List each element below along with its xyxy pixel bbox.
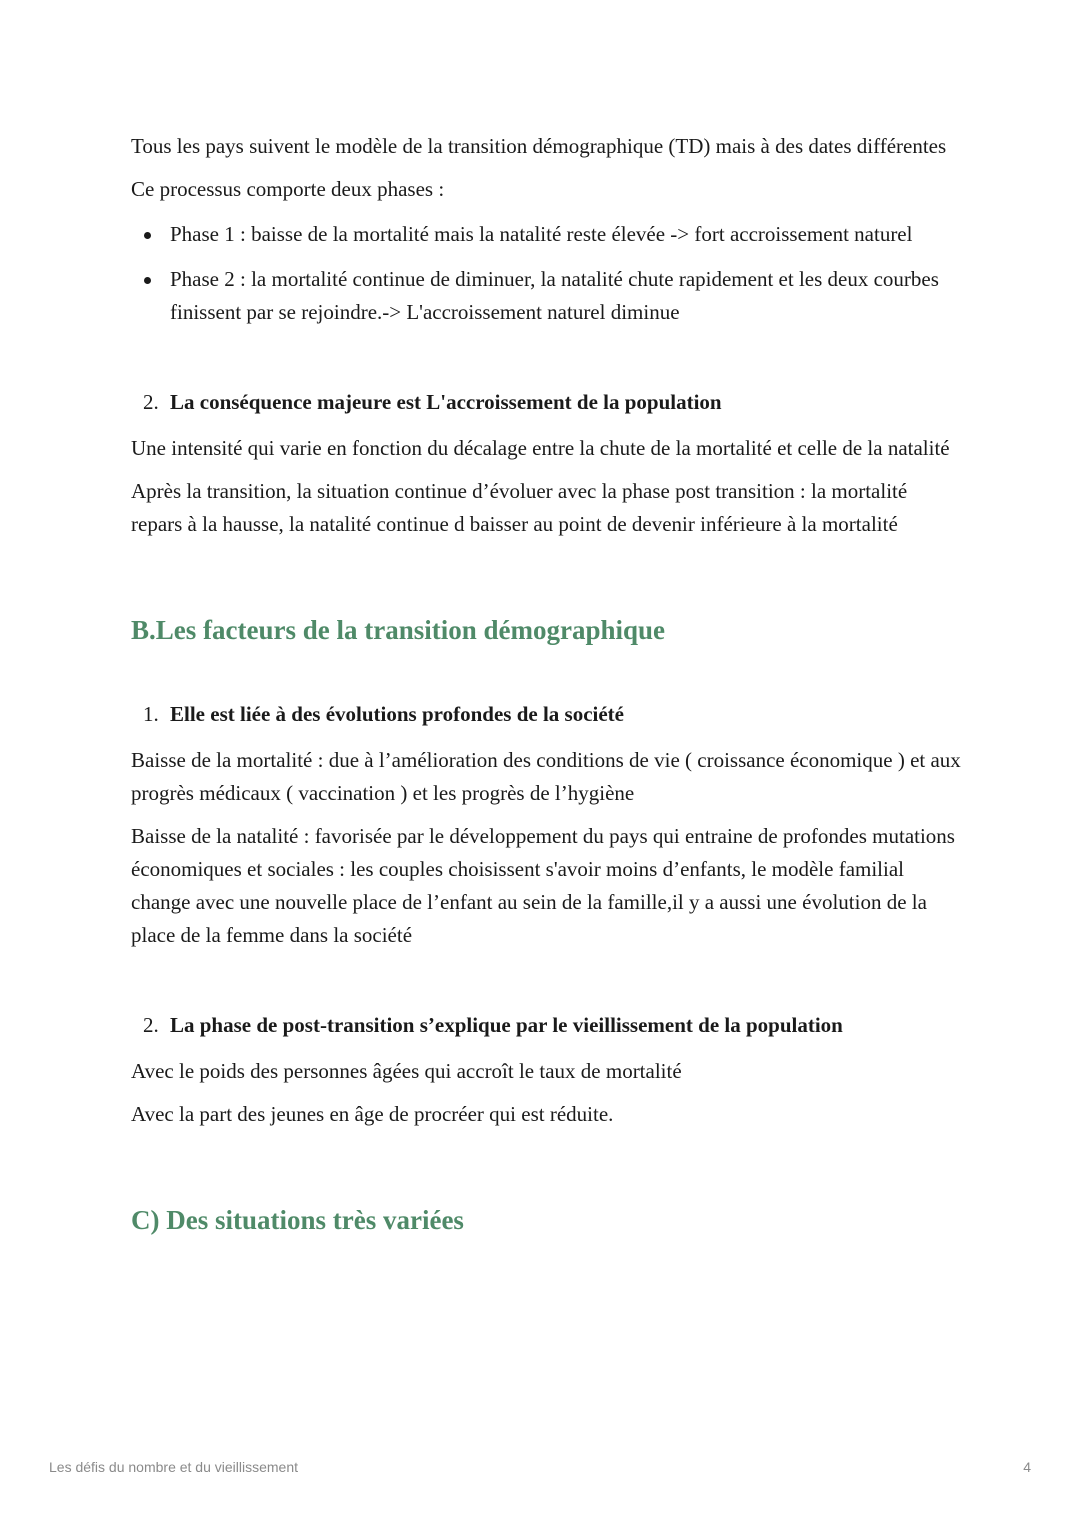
process-paragraph: Ce processus comporte deux phases : [131,177,445,201]
footer-document-title: Les défis du nombre et du vieillissement [49,1459,299,1475]
item-number: 1. [143,702,159,726]
numbered-heading-post-transition [131,1009,961,1042]
item-title: Elle est liée à des évolutions profondes de la société [170,702,624,726]
numbered-heading-evolutions [131,698,961,731]
numbered-heading-consequence [131,386,961,419]
page-footer [49,1459,1031,1475]
list-item: Phase 1 : baisse de la mortalité mais la natalité reste élevée -> fort accroissement naturel [131,218,961,251]
section-c-heading: C) Des situations très variées [131,1205,464,1235]
intro-paragraph: Tous les pays suivent le modèle de la transition démographique (TD) mais à des dates différentes [131,134,947,158]
post-transition-paragraph-2: Avec la part des jeunes en âge de procréer qui est réduite. [131,1102,614,1126]
document-page [131,130,961,1238]
mortality-paragraph: Baisse de la mortalité : due à l’amélioration des conditions de vie ( croissance économique ) et aux progrès médicaux ( vaccination ) et les progrès de l’hygiène [131,748,961,805]
natality-paragraph: Baisse de la natalité : favorisée par le développement du pays qui entraine de profondes mutations économiques et sociales : les couples choisissent s'avoir moins d’enfants, le modèle familial change avec une nouvelle place de l’enfant au sein de la famille,il y a aussi une évolution de la place de la femme dans la société [131,824,955,947]
consequence-paragraph-2: Après la transition, la situation continue d’évoluer avec la phase post transition : la mortalité repars à la hausse, la natalité continue d baisser au point de devenir inférieure à la mortalité [131,479,908,536]
phases-list [131,218,961,329]
item-number: 2. [143,1013,159,1037]
consequence-paragraph-1: Une intensité qui varie en fonction du décalage entre la chute de la mortalité et celle de la natalité [131,436,950,460]
list-item: Phase 2 : la mortalité continue de diminuer, la natalité chute rapidement et les deux courbes finissent par se rejoindre.-> L'accroissement naturel diminue [131,263,961,329]
item-title: La conséquence majeure est L'accroissement de la population [170,390,722,414]
footer-page-number: 4 [1023,1459,1031,1475]
item-title: La phase de post-transition s’explique par le vieillissement de la population [170,1013,843,1037]
item-number: 2. [143,390,159,414]
post-transition-paragraph-1: Avec le poids des personnes âgées qui accroît le taux de mortalité [131,1059,682,1083]
section-b-heading: B.Les facteurs de la transition démographique [131,615,666,645]
